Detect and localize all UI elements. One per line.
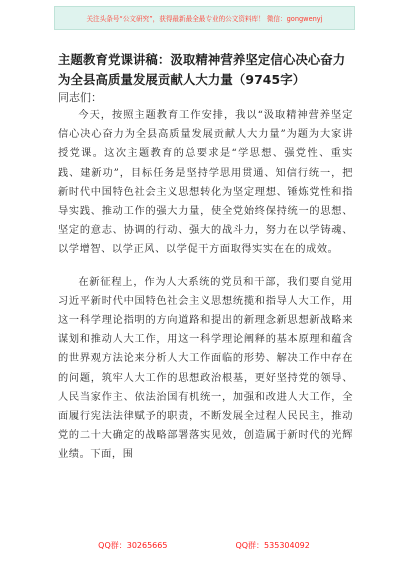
banner-text: 关注头条号“公文研究”，获得最新最全最专业的公文资料库！ 微信：gongwenyj <box>86 15 323 23</box>
document-title: 主题教育党课讲稿：汲取精神营养坚定信心决心奋力为全县高质量发展贡献人大力量（9745字） <box>58 52 346 87</box>
paragraph-2: 在新征程上，作为人大系统的党员和干部，我们要自觉用习近平新时代中国特色社会主义思想统揽和指导人大工作，用这一科学理论指明的方向道路和提出的新理念新思想新战略来谋划和推动人大工作，用这一科学理论阐释的基本原理和蕴含的世界观方法论来分析人大工作面临的形势、解决工作中存在的问题，筑牢人大工作的思想政治根基，更好坚持党的领导、人民当家作主、依法治国有机统一，加强和改进人大工作，全面履行宪法法律赋予的职责，不断发展全过程人民民主，推动党的二十大确定的战略部署落实见效，创造属于新时代的光辉业绩。下面，围 <box>58 276 353 461</box>
salutation: 同志们： <box>58 91 102 104</box>
footer <box>0 540 408 551</box>
header-banner <box>54 6 355 30</box>
footer-qq-group-1: QQ群：30265665 <box>98 541 168 550</box>
footer-qq-group-2: QQ群：535304092 <box>235 541 310 550</box>
document-body <box>58 50 353 465</box>
paragraph-1: 今天，按照主题教育工作安排，我以“汲取精神营养坚定信心决心奋力为全县高质量发展贡献人大力量”为题为大家讲授党课。这次主题教育的总要求是“学思想、强党性、重实践、建新功”，目标任务是坚持学思用贯通、知信行统一，把新时代中国特色社会主义思想转化为坚定理想、锤炼党性和指导实践、推动工作的强大力量，使全党始终保持统一的思想、坚定的意志、协调的行动、强大的战斗力，努力在以学铸魂、以学增智、以学正风、以学促干方面取得实实在在的成效。 <box>58 110 353 256</box>
